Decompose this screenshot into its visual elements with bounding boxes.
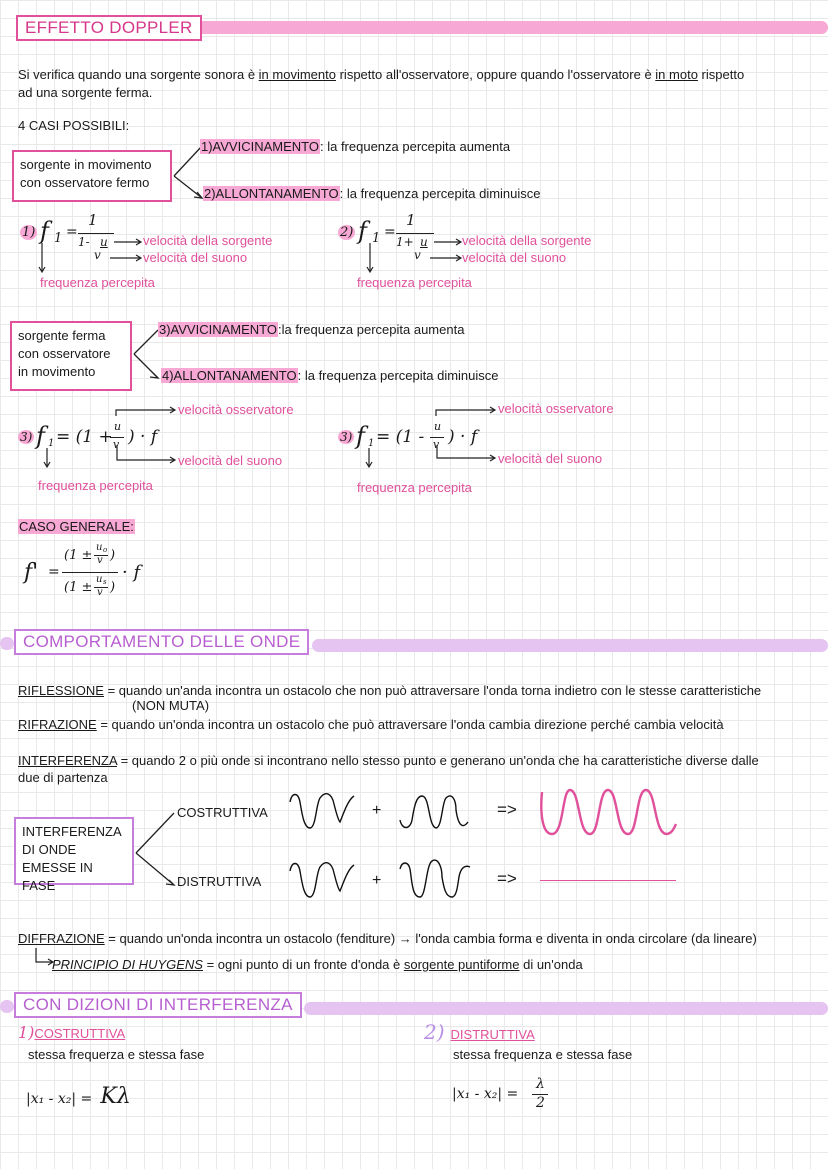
rifrazione-text: = quando un'onda incontra un ostacolo che può attraversare l'onda cambia direzione perché cambia velocità — [96, 717, 724, 732]
box1-line2: con osservatore fermo — [20, 175, 150, 190]
title-bar-cond — [304, 1002, 828, 1015]
formula3-label-obs: velocità osservatore — [178, 402, 294, 417]
formula4-sub: 1 — [368, 438, 375, 449]
general-rhs: · f — [122, 562, 141, 583]
intro-underline-2: in moto — [655, 67, 698, 82]
formula3-num: 3) — [20, 430, 33, 444]
general-fraction-line — [62, 572, 118, 573]
formula1-u: u — [100, 235, 108, 249]
intro-text-2: rispetto all'osservatore, oppure quando l'osservatore è — [335, 67, 656, 82]
formula1-lhs: f — [40, 217, 49, 245]
formula2-label-source: velocità della sorgente — [462, 233, 592, 248]
doppler-intro — [18, 66, 818, 102]
case-3 — [158, 322, 464, 337]
general-den-open: (1 ± — [64, 580, 93, 595]
diffrazione-text: = quando un'onda incontra un ostacolo (fenditure) → l'onda cambia forma e diventa in onda circolare (da lineare) — [104, 931, 757, 946]
formula2-denominator: 1+ — [396, 235, 414, 249]
diffrazione — [18, 931, 826, 946]
riflessione — [18, 683, 826, 698]
general-den-top-sub: s — [103, 578, 107, 586]
huygens — [52, 957, 812, 972]
formula2-u: u — [420, 235, 428, 249]
formula4-label-freq: frequenza percepita — [357, 480, 472, 495]
formula3-label-freq: frequenza percepita — [38, 478, 153, 493]
box2-line2: con osservatore — [18, 346, 111, 361]
cond1-formula — [26, 1084, 131, 1109]
case4-label: 4)ALLONTANAMENTO — [162, 368, 297, 383]
formula2-numerator: 1 — [406, 211, 416, 229]
case2-text: : la frequenza percepita diminuisce — [339, 186, 541, 201]
formula2-num: 2) — [340, 225, 354, 240]
formula1-label-sound: velocità del suono — [143, 250, 248, 265]
general-heading: CASO GENERALE: — [19, 519, 134, 534]
formula1-num: 1) — [22, 225, 36, 240]
general-den-top: u — [96, 574, 103, 585]
rifrazione — [18, 717, 826, 732]
formula2-label-freq: frequenza percepita — [357, 275, 472, 290]
title-bar-doppler — [196, 21, 828, 34]
case1-label: 1)AVVICINAMENTO — [201, 139, 319, 154]
formula2-eq: = — [384, 224, 396, 240]
huygens-term: PRINCIPIO DI HUYGENS — [52, 957, 203, 972]
cases-heading: 4 CASI POSSIBILI: — [18, 118, 130, 133]
cond2-formula-lhs: |x₁ - x₂| = — [452, 1086, 519, 1102]
formula4-label-obs: velocità osservatore — [498, 401, 614, 416]
case1-text: : la frequenza percepita aumenta — [319, 139, 511, 154]
cond1-num: 1) — [18, 1023, 35, 1042]
wave-distruttiva-2 — [398, 855, 473, 905]
box1-line1: sorgente in movimento — [20, 157, 152, 172]
formula4-num: 3) — [340, 430, 353, 444]
formula3-sub: 1 — [48, 438, 55, 449]
formula2-v: v — [414, 248, 421, 262]
interf-box-line2: DI ONDE — [22, 842, 77, 857]
formula3-label-sound: velocità del suono — [178, 453, 283, 468]
title-bar-onde — [312, 639, 828, 652]
rifrazione-term: RIFRAZIONE — [18, 717, 97, 732]
case4-text: : la frequenza percepita diminuisce — [297, 368, 499, 383]
huygens-underline: sorgente puntiforme — [403, 957, 520, 972]
implies-1: => — [497, 800, 517, 819]
formula3-lhs: f — [36, 422, 45, 450]
section-title-doppler: EFFETTO DOPPLER — [16, 15, 202, 41]
section-title-condizioni: CON DIZIONI DI INTERFERENZA — [14, 992, 302, 1018]
interf-box-line1: INTERFERENZA — [22, 824, 122, 839]
formula2-label-sound: velocità del suono — [462, 250, 567, 265]
diffrazione-term: DIFFRAZIONE — [18, 931, 105, 946]
formula1-numerator: 1 — [88, 211, 98, 229]
riflessione-term: RIFLESSIONE — [18, 683, 104, 698]
interf-box-line3: EMESSE IN FASE — [22, 860, 93, 893]
case-1 — [200, 139, 510, 154]
title-bar-onde-left — [0, 637, 14, 650]
box-sorgente-ferma — [10, 321, 132, 391]
formula4-lhs: f — [356, 422, 365, 450]
general-num-bot: v — [97, 555, 103, 566]
formula2-sub: 1 — [372, 231, 381, 246]
box2-line3: in movimento — [18, 364, 96, 379]
huygens-text2: di un'onda — [519, 957, 583, 972]
formula3-open: = (1 + — [56, 427, 113, 447]
cond2-frac-bot: 2 — [536, 1095, 545, 1111]
interferenza-text: = quando 2 o più onde si incontrano nello stesso punto e generano un'onda che ha caratteristiche diverse dalle — [116, 753, 759, 768]
intro-text-3: rispetto — [697, 67, 745, 82]
formula4-label-sound: velocità del suono — [498, 451, 603, 466]
interferenza — [18, 752, 826, 786]
cond2-heading — [424, 1020, 535, 1044]
formula3-u: u — [114, 420, 122, 433]
formula2-lhs: f — [358, 217, 367, 245]
formula4-u: u — [434, 420, 442, 433]
formula4-v: v — [433, 438, 440, 451]
cond2-formula — [452, 1078, 572, 1128]
implies-2: => — [497, 869, 517, 888]
case3-text: :la frequenza percepita aumenta — [277, 322, 465, 337]
plus-1: + — [372, 802, 382, 819]
plus-2: + — [372, 872, 382, 889]
general-den-close: ) — [110, 580, 116, 595]
formula4-close: ) · f — [448, 427, 478, 447]
intro-underline-1: in movimento — [258, 67, 336, 82]
interferenza-term: INTERFERENZA — [18, 753, 117, 768]
huygens-text1: = ogni punto di un fronte d'onda è — [202, 957, 404, 972]
intro-text-1: Si verifica quando una sorgente sonora è — [18, 67, 259, 82]
interf-distruttiva-label: DISTRUTTIVA — [177, 874, 262, 889]
interferenza-text2: due di partenza — [18, 770, 108, 785]
case-4 — [161, 368, 499, 383]
cond2-num: 2) — [424, 1020, 445, 1044]
box-sorgente-movimento — [12, 150, 172, 202]
formula1-label-freq: frequenza percepita — [40, 275, 155, 290]
general-num-top: u — [96, 542, 103, 553]
wave-costruttiva-result — [538, 782, 678, 842]
formula3-v: v — [113, 438, 120, 451]
cond2-label: DISTRUTTIVA — [450, 1027, 535, 1042]
general-num-open: (1 ± — [64, 548, 93, 563]
case2-label: 2)ALLONTANAMENTO — [204, 186, 339, 201]
case-2 — [203, 186, 541, 201]
general-num-top-sub: o — [103, 546, 108, 554]
cond1-text: stessa frequerza e stessa fase — [28, 1047, 205, 1062]
formula1-denominator: 1- — [78, 235, 90, 249]
case3-label: 3)AVVICINAMENTO — [159, 322, 277, 337]
cond1-formula-lhs: |x₁ - x₂| = — [26, 1091, 93, 1107]
formula3-close: ) · f — [128, 427, 158, 447]
wave-distruttiva-result — [540, 880, 676, 881]
general-formula — [18, 540, 218, 610]
formula1-label-source: velocità della sorgente — [143, 233, 273, 248]
wave-costruttiva-1 — [288, 790, 358, 835]
title-bar-cond-left — [0, 1000, 14, 1013]
cond1-heading — [18, 1023, 125, 1042]
riflessione-text: = quando un'anda incontra un ostacolo che non può attraversare l'onda torna indietro con le stesse caratteristiche — [103, 683, 762, 698]
formula1-eq: = — [66, 224, 78, 240]
intro-text-4: ad una sorgente ferma. — [18, 85, 153, 100]
riflessione-note: (NON MUTA) — [132, 698, 210, 713]
formula1-v: v — [94, 248, 101, 262]
general-num-close: ) — [110, 548, 116, 563]
cond1-formula-rhs: Kλ — [100, 1084, 131, 1109]
formula1-sub: 1 — [54, 231, 63, 246]
box2-line1: sorgente ferma — [18, 328, 106, 343]
cond2-text: stessa frequenza e stessa fase — [453, 1047, 633, 1062]
general-lhs: f' — [24, 560, 39, 585]
wave-distruttiva-1 — [288, 855, 358, 905]
interf-costruttiva-label: COSTRUTTIVA — [177, 805, 268, 820]
box-interferenza — [14, 817, 134, 893]
wave-costruttiva-2 — [398, 790, 473, 835]
general-den-bot: v — [97, 587, 103, 598]
general-eq: = — [48, 564, 60, 580]
cond2-frac-top: λ — [536, 1076, 545, 1092]
section-title-onde: COMPORTAMENTO DELLE ONDE — [14, 629, 309, 655]
cond1-label: COSTRUTTIVA — [34, 1026, 126, 1041]
formula4-open: = (1 - — [376, 427, 425, 447]
